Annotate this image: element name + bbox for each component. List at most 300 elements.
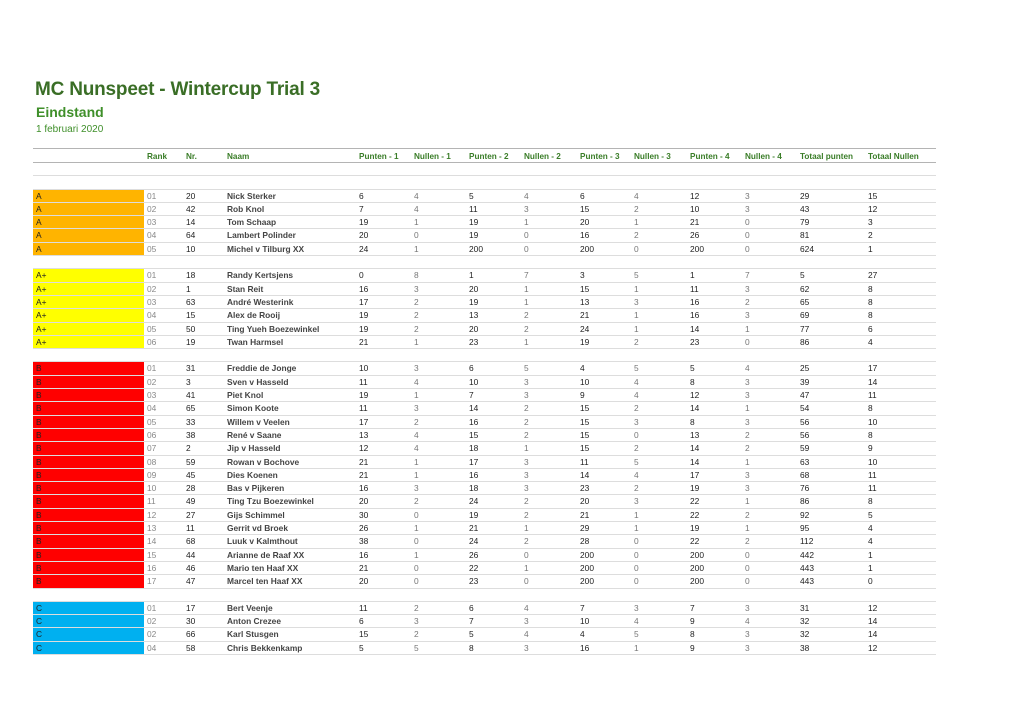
punten-2-cell: 20: [469, 323, 479, 334]
punten-3-cell: 20: [580, 217, 590, 228]
nullen-1-cell: 3: [414, 483, 419, 494]
punten-3-cell: 29: [580, 523, 590, 534]
nullen-3-cell: 2: [634, 203, 639, 214]
punten-3-cell: 19: [580, 336, 590, 347]
name-cell: Randy Kertsjens: [227, 270, 294, 281]
class-cell: A+: [33, 269, 144, 281]
punten-3-cell: 15: [580, 429, 590, 440]
punten-2-cell: 13: [469, 310, 479, 321]
punten-4-cell: 200: [690, 576, 704, 587]
table-row: [33, 562, 936, 575]
name-cell: Lambert Polinder: [227, 230, 296, 241]
punten-4-cell: 21: [690, 217, 700, 228]
table-row: [33, 602, 936, 615]
table-row: [33, 535, 936, 548]
nullen-2-cell: 2: [524, 536, 529, 547]
punten-1-cell: 24: [359, 243, 369, 254]
nullen-3-cell: 1: [634, 323, 639, 334]
totaal-nullen-cell: 1: [868, 562, 873, 573]
nullen-4-cell: 3: [745, 390, 750, 401]
punten-1-cell: 30: [359, 509, 369, 520]
table-row: [33, 495, 936, 508]
class-cell: B: [33, 535, 144, 547]
totaal-punten-cell: 31: [800, 602, 810, 613]
page-subtitle: Eindstand: [36, 104, 104, 120]
header-nullen-4: Nullen - 4: [745, 152, 782, 161]
totaal-nullen-cell: 10: [868, 416, 878, 427]
punten-1-cell: 20: [359, 576, 369, 587]
nullen-3-cell: 0: [634, 576, 639, 587]
nullen-1-cell: 3: [414, 363, 419, 374]
nullen-2-cell: 4: [524, 190, 529, 201]
nullen-2-cell: 3: [524, 376, 529, 387]
punten-3-cell: 4: [580, 629, 585, 640]
punten-2-cell: 23: [469, 336, 479, 347]
punten-3-cell: 11: [580, 456, 589, 467]
punten-2-cell: 19: [469, 296, 479, 307]
totaal-nullen-cell: 5: [868, 509, 873, 520]
punten-1-cell: 21: [359, 456, 369, 467]
nr-cell: 1: [186, 283, 191, 294]
nullen-3-cell: 1: [634, 283, 639, 294]
totaal-punten-cell: 624: [800, 243, 814, 254]
punten-2-cell: 16: [469, 416, 479, 427]
name-cell: Piet Knol: [227, 390, 264, 401]
rank-cell: 13: [147, 523, 157, 534]
punten-3-cell: 9: [580, 390, 585, 401]
nullen-4-cell: 3: [745, 416, 750, 427]
totaal-nullen-cell: 11: [868, 483, 877, 494]
punten-4-cell: 14: [690, 443, 700, 454]
nr-cell: 17: [186, 602, 196, 613]
totaal-nullen-cell: 4: [868, 523, 873, 534]
punten-1-cell: 16: [359, 549, 369, 560]
nr-cell: 46: [186, 562, 196, 573]
punten-4-cell: 19: [690, 523, 700, 534]
punten-3-cell: 200: [580, 562, 594, 573]
header-totaal-punten: Totaal punten: [800, 152, 854, 161]
nr-cell: 28: [186, 483, 196, 494]
nr-cell: 3: [186, 376, 191, 387]
nullen-2-cell: 1: [524, 562, 529, 573]
header-naam: Naam: [227, 152, 250, 161]
nullen-1-cell: 2: [414, 323, 419, 334]
punten-4-cell: 17: [690, 469, 700, 480]
table-row: [33, 283, 936, 296]
nullen-3-cell: 3: [634, 602, 639, 613]
table-row: [33, 296, 936, 309]
punten-3-cell: 21: [580, 310, 590, 321]
nr-cell: 27: [186, 509, 196, 520]
punten-4-cell: 19: [690, 483, 700, 494]
name-cell: Dies Koenen: [227, 469, 278, 480]
nullen-2-cell: 2: [524, 323, 529, 334]
nullen-1-cell: 3: [414, 403, 419, 414]
nullen-3-cell: 2: [634, 483, 639, 494]
nr-cell: 45: [186, 469, 196, 480]
nullen-4-cell: 3: [745, 283, 750, 294]
nullen-4-cell: 0: [745, 217, 750, 228]
punten-4-cell: 16: [690, 310, 700, 321]
nr-cell: 18: [186, 270, 196, 281]
totaal-punten-cell: 68: [800, 469, 810, 480]
spacer-row: [33, 256, 936, 269]
nullen-4-cell: 2: [745, 443, 750, 454]
name-cell: Michel v Tilburg XX: [227, 243, 305, 254]
table-row: [33, 229, 936, 242]
nr-cell: 49: [186, 496, 196, 507]
punten-1-cell: 20: [359, 230, 369, 241]
class-cell: A+: [33, 336, 144, 348]
name-cell: Gijs Schimmel: [227, 509, 285, 520]
punten-2-cell: 19: [469, 217, 479, 228]
nullen-2-cell: 2: [524, 310, 529, 321]
totaal-nullen-cell: 12: [868, 203, 878, 214]
totaal-punten-cell: 54: [800, 403, 810, 414]
punten-3-cell: 15: [580, 403, 590, 414]
punten-2-cell: 19: [469, 509, 479, 520]
nr-cell: 64: [186, 230, 196, 241]
name-cell: Ting Yueh Boezewinkel: [227, 323, 320, 334]
rank-cell: 02: [147, 616, 157, 627]
class-cell: A+: [33, 309, 144, 321]
name-cell: Rob Knol: [227, 203, 265, 214]
table-row: [33, 203, 936, 216]
nullen-1-cell: 2: [414, 310, 419, 321]
totaal-punten-cell: 32: [800, 616, 810, 627]
nullen-2-cell: 4: [524, 629, 529, 640]
punten-1-cell: 26: [359, 523, 369, 534]
name-cell: Bert Veenje: [227, 602, 273, 613]
nullen-1-cell: 0: [414, 536, 419, 547]
rank-cell: 03: [147, 390, 157, 401]
nullen-1-cell: 2: [414, 602, 419, 613]
nr-cell: 63: [186, 296, 196, 307]
nullen-4-cell: 3: [745, 483, 750, 494]
class-cell: B: [33, 469, 144, 481]
nullen-3-cell: 4: [634, 469, 639, 480]
punten-4-cell: 13: [690, 429, 700, 440]
punten-3-cell: 3: [580, 270, 585, 281]
nullen-2-cell: 2: [524, 416, 529, 427]
totaal-punten-cell: 86: [800, 496, 810, 507]
totaal-nullen-cell: 8: [868, 283, 873, 294]
class-cell: B: [33, 549, 144, 561]
punten-1-cell: 6: [359, 616, 364, 627]
name-cell: Stan Reit: [227, 283, 264, 294]
header-totaal-nullen: Totaal Nullen: [868, 152, 919, 161]
rank-cell: 16: [147, 562, 157, 573]
punten-4-cell: 8: [690, 416, 695, 427]
nullen-3-cell: 3: [634, 496, 639, 507]
class-cell: C: [33, 628, 144, 640]
table-header: [33, 148, 936, 163]
table-row: [33, 628, 936, 641]
totaal-punten-cell: 92: [800, 509, 810, 520]
page-title: MC Nunspeet - Wintercup Trial 3: [35, 79, 320, 100]
rank-cell: 08: [147, 456, 157, 467]
nullen-2-cell: 2: [524, 509, 529, 520]
totaal-punten-cell: 62: [800, 283, 810, 294]
punten-2-cell: 26: [469, 549, 479, 560]
nullen-4-cell: 0: [745, 230, 750, 241]
nullen-4-cell: 2: [745, 509, 750, 520]
punten-2-cell: 19: [469, 230, 479, 241]
nullen-1-cell: 0: [414, 576, 419, 587]
nr-cell: 38: [186, 429, 196, 440]
punten-3-cell: 14: [580, 469, 590, 480]
table-row: [33, 482, 936, 495]
nullen-4-cell: 1: [745, 403, 750, 414]
rank-cell: 03: [147, 296, 157, 307]
class-cell: B: [33, 509, 144, 521]
punten-2-cell: 6: [469, 602, 474, 613]
punten-3-cell: 28: [580, 536, 590, 547]
punten-2-cell: 10: [469, 376, 479, 387]
nullen-3-cell: 2: [634, 403, 639, 414]
punten-2-cell: 1: [469, 270, 474, 281]
punten-1-cell: 12: [359, 443, 369, 454]
totaal-nullen-cell: 8: [868, 296, 873, 307]
punten-2-cell: 18: [469, 443, 479, 454]
punten-4-cell: 14: [690, 323, 700, 334]
table-row: [33, 442, 936, 455]
totaal-nullen-cell: 14: [868, 616, 878, 627]
nullen-1-cell: 4: [414, 443, 419, 454]
punten-1-cell: 21: [359, 469, 369, 480]
punten-3-cell: 20: [580, 496, 590, 507]
header-nr: Nr.: [186, 152, 197, 161]
class-cell: C: [33, 602, 144, 614]
punten-4-cell: 200: [690, 562, 704, 573]
totaal-punten-cell: 39: [800, 376, 810, 387]
totaal-nullen-cell: 8: [868, 496, 873, 507]
punten-1-cell: 19: [359, 323, 369, 334]
punten-4-cell: 9: [690, 616, 695, 627]
nullen-3-cell: 0: [634, 536, 639, 547]
header-nullen-2: Nullen - 2: [524, 152, 561, 161]
totaal-nullen-cell: 1: [868, 243, 873, 254]
punten-4-cell: 12: [690, 190, 700, 201]
nullen-4-cell: 2: [745, 536, 750, 547]
punten-1-cell: 0: [359, 270, 364, 281]
name-cell: Marcel ten Haaf XX: [227, 576, 303, 587]
totaal-punten-cell: 77: [800, 323, 810, 334]
class-cell: B: [33, 456, 144, 468]
nullen-1-cell: 1: [414, 523, 419, 534]
nullen-2-cell: 3: [524, 616, 529, 627]
nr-cell: 20: [186, 190, 196, 201]
table-row: [33, 642, 936, 655]
nullen-1-cell: 1: [414, 243, 419, 254]
nullen-4-cell: 7: [745, 270, 750, 281]
nullen-4-cell: 2: [745, 296, 750, 307]
totaal-punten-cell: 56: [800, 429, 810, 440]
totaal-punten-cell: 59: [800, 443, 810, 454]
header-punten-3: Punten - 3: [580, 152, 620, 161]
nullen-4-cell: 3: [745, 642, 750, 653]
event-date: 1 februari 2020: [36, 124, 104, 135]
nullen-3-cell: 3: [634, 416, 639, 427]
totaal-nullen-cell: 10: [868, 456, 878, 467]
punten-4-cell: 7: [690, 602, 695, 613]
totaal-punten-cell: 25: [800, 363, 810, 374]
nullen-3-cell: 1: [634, 509, 639, 520]
nullen-2-cell: 1: [524, 336, 529, 347]
punten-1-cell: 20: [359, 496, 369, 507]
table-row: [33, 402, 936, 415]
nullen-1-cell: 4: [414, 203, 419, 214]
class-cell: B: [33, 416, 144, 428]
nr-cell: 58: [186, 642, 196, 653]
nullen-3-cell: 0: [634, 243, 639, 254]
punten-2-cell: 7: [469, 616, 474, 627]
name-cell: Nick Sterker: [227, 190, 276, 201]
table-row: [33, 309, 936, 322]
rank-cell: 01: [147, 270, 157, 281]
punten-1-cell: 17: [359, 296, 369, 307]
nullen-2-cell: 0: [524, 576, 529, 587]
punten-2-cell: 5: [469, 629, 474, 640]
totaal-punten-cell: 5: [800, 270, 805, 281]
punten-2-cell: 20: [469, 283, 479, 294]
class-cell: A: [33, 229, 144, 241]
nr-cell: 31: [186, 363, 196, 374]
header-nullen-1: Nullen - 1: [414, 152, 451, 161]
nullen-4-cell: 0: [745, 336, 750, 347]
table-row: [33, 509, 936, 522]
nullen-4-cell: 3: [745, 376, 750, 387]
name-cell: Twan Harmsel: [227, 336, 284, 347]
nullen-1-cell: 2: [414, 416, 419, 427]
name-cell: Alex de Rooij: [227, 310, 281, 321]
totaal-nullen-cell: 11: [868, 390, 877, 401]
class-cell: B: [33, 402, 144, 414]
nullen-1-cell: 4: [414, 429, 419, 440]
name-cell: Simon Koote: [227, 403, 279, 414]
name-cell: André Westerink: [227, 296, 294, 307]
punten-1-cell: 15: [359, 629, 369, 640]
nullen-3-cell: 2: [634, 443, 639, 454]
punten-1-cell: 6: [359, 190, 364, 201]
totaal-nullen-cell: 27: [868, 270, 878, 281]
totaal-nullen-cell: 1: [868, 549, 873, 560]
header-nullen-3: Nullen - 3: [634, 152, 671, 161]
totaal-punten-cell: 443: [800, 562, 814, 573]
totaal-nullen-cell: 9: [868, 443, 873, 454]
table-row: [33, 269, 936, 282]
table-row: [33, 469, 936, 482]
totaal-punten-cell: 69: [800, 310, 810, 321]
totaal-punten-cell: 65: [800, 296, 810, 307]
nullen-1-cell: 1: [414, 549, 419, 560]
nullen-2-cell: 0: [524, 549, 529, 560]
totaal-punten-cell: 76: [800, 483, 810, 494]
nr-cell: 50: [186, 323, 196, 334]
punten-3-cell: 15: [580, 283, 590, 294]
nullen-2-cell: 7: [524, 270, 529, 281]
class-cell: A: [33, 216, 144, 228]
punten-3-cell: 10: [580, 376, 590, 387]
nullen-1-cell: 2: [414, 496, 419, 507]
punten-2-cell: 6: [469, 363, 474, 374]
punten-1-cell: 10: [359, 363, 369, 374]
rank-cell: 11: [147, 496, 156, 507]
punten-3-cell: 15: [580, 416, 590, 427]
table-row: [33, 323, 936, 336]
class-cell: A: [33, 190, 144, 202]
nullen-4-cell: 1: [745, 496, 750, 507]
name-cell: Rowan v Bochove: [227, 456, 300, 467]
totaal-punten-cell: 29: [800, 190, 810, 201]
punten-3-cell: 24: [580, 323, 590, 334]
name-cell: Ting Tzu Boezewinkel: [227, 496, 314, 507]
totaal-nullen-cell: 11: [868, 469, 877, 480]
punten-3-cell: 7: [580, 602, 585, 613]
nullen-3-cell: 4: [634, 616, 639, 627]
nullen-2-cell: 5: [524, 363, 529, 374]
nullen-2-cell: 3: [524, 642, 529, 653]
punten-2-cell: 21: [469, 523, 479, 534]
punten-4-cell: 5: [690, 363, 695, 374]
punten-1-cell: 7: [359, 203, 364, 214]
totaal-punten-cell: 442: [800, 549, 814, 560]
spacer-row: [33, 349, 936, 362]
punten-4-cell: 22: [690, 509, 700, 520]
punten-4-cell: 200: [690, 243, 704, 254]
nullen-4-cell: 3: [745, 602, 750, 613]
nullen-4-cell: 0: [745, 576, 750, 587]
nullen-1-cell: 1: [414, 469, 419, 480]
nullen-1-cell: 2: [414, 296, 419, 307]
totaal-nullen-cell: 3: [868, 217, 873, 228]
nullen-3-cell: 1: [634, 642, 639, 653]
punten-1-cell: 16: [359, 483, 369, 494]
totaal-punten-cell: 79: [800, 217, 810, 228]
punten-3-cell: 10: [580, 616, 590, 627]
nullen-2-cell: 0: [524, 243, 529, 254]
punten-3-cell: 200: [580, 576, 594, 587]
punten-2-cell: 24: [469, 496, 479, 507]
totaal-nullen-cell: 14: [868, 376, 878, 387]
nullen-4-cell: 1: [745, 456, 750, 467]
totaal-nullen-cell: 8: [868, 429, 873, 440]
punten-2-cell: 7: [469, 390, 474, 401]
table-row: [33, 456, 936, 469]
nullen-1-cell: 2: [414, 629, 419, 640]
nr-cell: 10: [186, 243, 196, 254]
nr-cell: 42: [186, 203, 196, 214]
nr-cell: 59: [186, 456, 196, 467]
totaal-punten-cell: 56: [800, 416, 810, 427]
nullen-2-cell: 3: [524, 390, 529, 401]
nullen-3-cell: 2: [634, 230, 639, 241]
punten-3-cell: 16: [580, 230, 590, 241]
header-punten-4: Punten - 4: [690, 152, 730, 161]
nullen-2-cell: 1: [524, 443, 529, 454]
totaal-nullen-cell: 4: [868, 336, 873, 347]
nullen-1-cell: 1: [414, 456, 419, 467]
table-row: [33, 416, 936, 429]
class-cell: B: [33, 389, 144, 401]
name-cell: Mario ten Haaf XX: [227, 562, 299, 573]
nullen-3-cell: 5: [634, 629, 639, 640]
punten-2-cell: 15: [469, 429, 479, 440]
name-cell: Freddie de Jonge: [227, 363, 297, 374]
name-cell: Bas v Pijkeren: [227, 483, 285, 494]
header-punten-2: Punten - 2: [469, 152, 509, 161]
nullen-2-cell: 3: [524, 483, 529, 494]
